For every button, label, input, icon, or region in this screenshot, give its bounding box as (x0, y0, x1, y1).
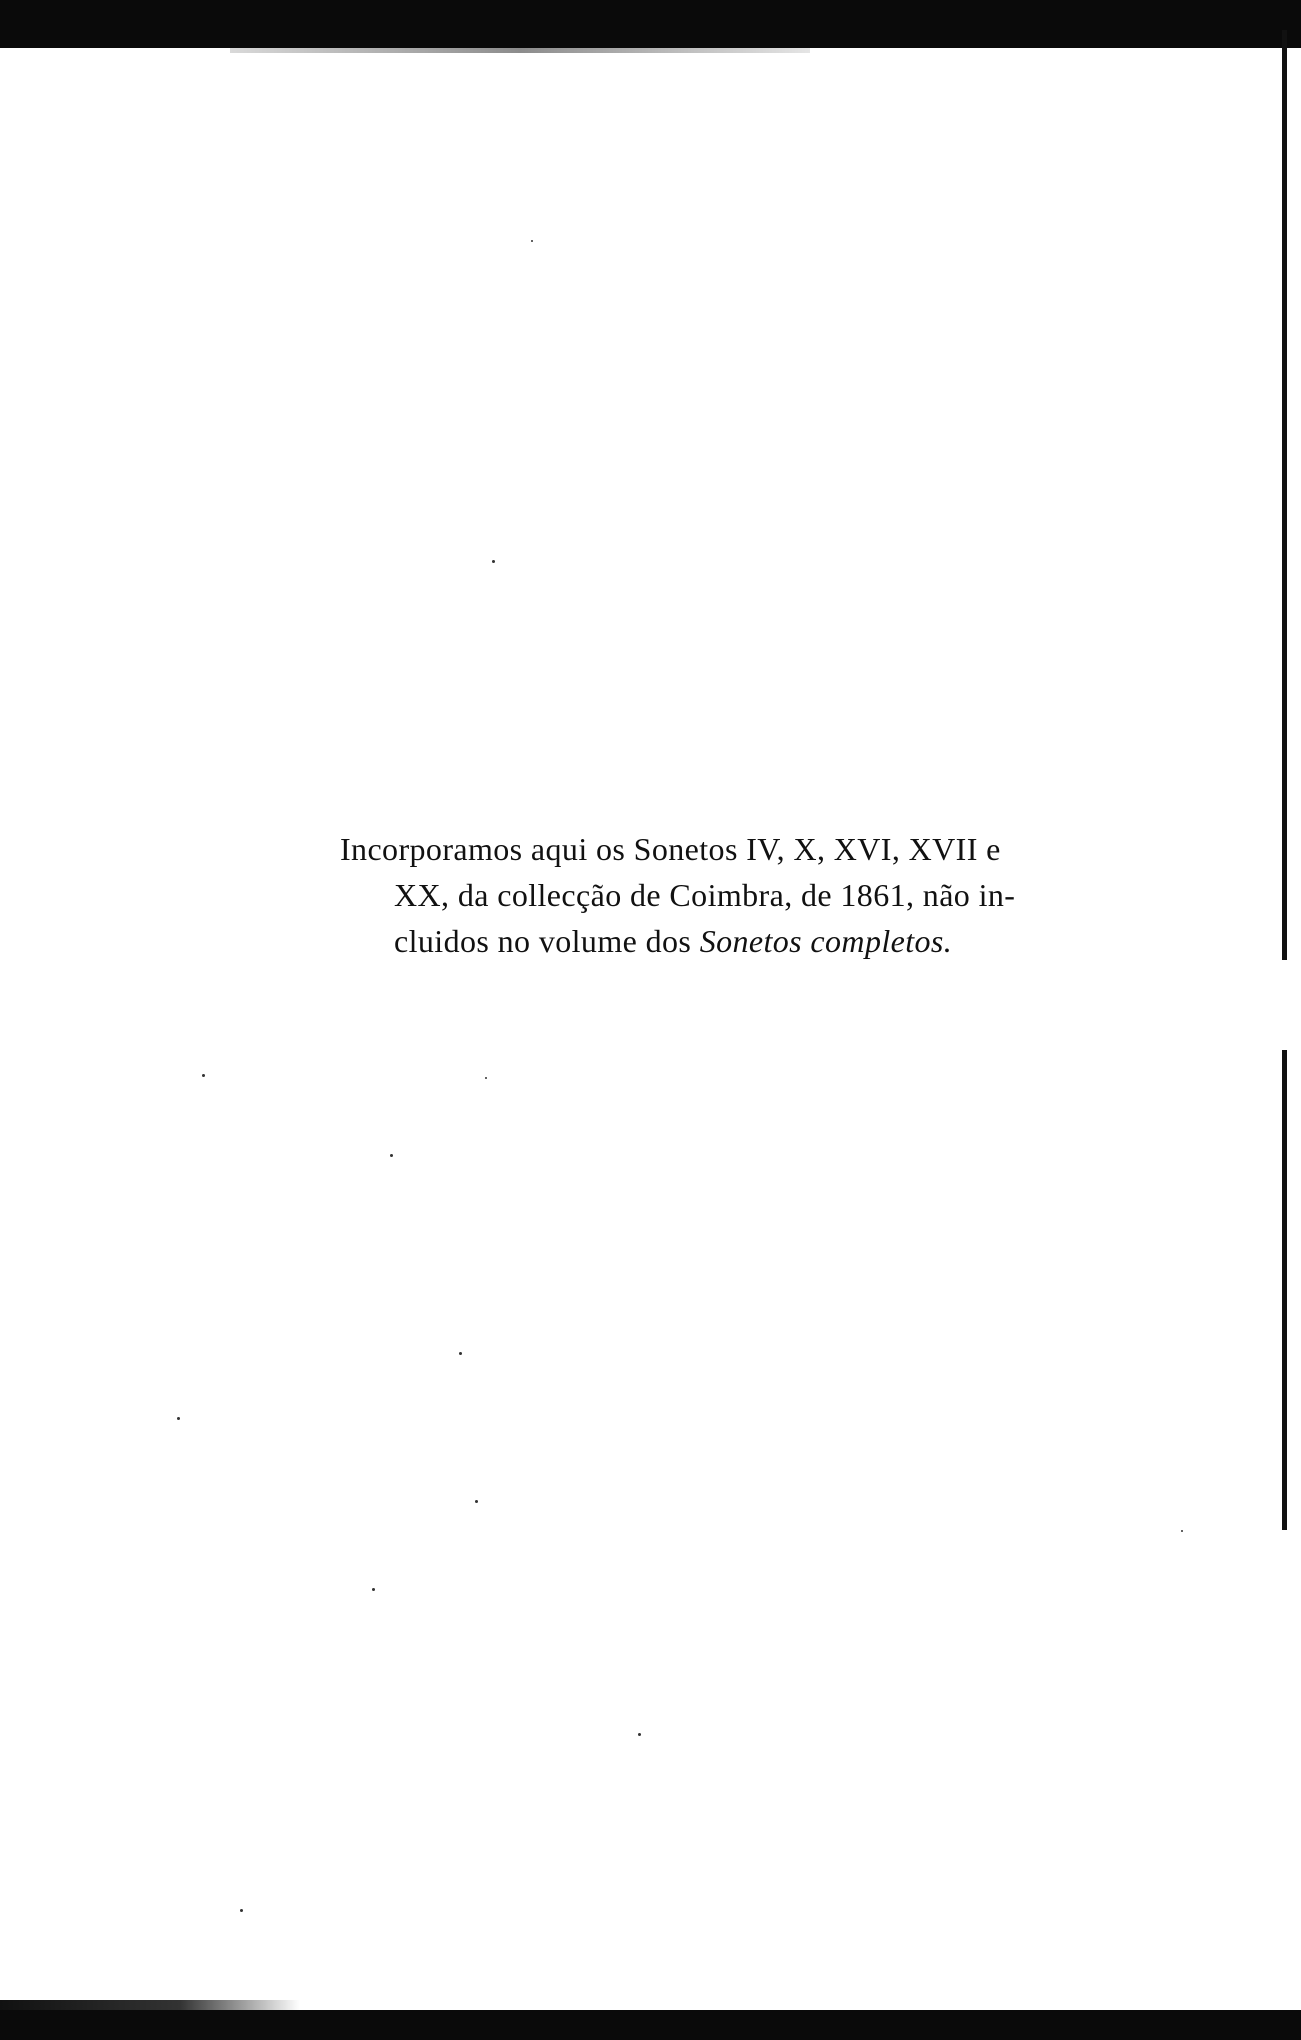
scan-speck (372, 1588, 375, 1591)
note-line-3 (340, 918, 1140, 964)
scan-top-shadow (230, 48, 810, 53)
note-line-1: Incorporamos aqui os Sonetos IV, X, XVI, XVII e (340, 831, 1001, 867)
scan-speck (475, 1500, 478, 1503)
scan-bottom-streak (0, 2000, 300, 2010)
scan-speck (531, 240, 533, 242)
scan-speck (240, 1909, 243, 1912)
scan-speck (1181, 1530, 1183, 1532)
scan-bottom-border (0, 2010, 1301, 2040)
scan-speck (492, 560, 495, 563)
note-italic-title: Sonetos completos. (699, 923, 953, 959)
scan-speck (459, 1352, 462, 1355)
scan-speck (202, 1074, 205, 1077)
scan-speck (485, 1077, 487, 1079)
scan-speck (390, 1154, 393, 1157)
editorial-note (340, 826, 1140, 964)
scan-top-border (0, 0, 1301, 48)
scan-speck (638, 1733, 641, 1736)
note-line-2: XX, da collecção de Coimbra, de 1861, não in- (394, 877, 1016, 913)
scan-speck (177, 1417, 180, 1420)
note-line-3-text: cluidos no volume dos (394, 923, 700, 959)
scan-right-border (1282, 30, 1287, 1530)
